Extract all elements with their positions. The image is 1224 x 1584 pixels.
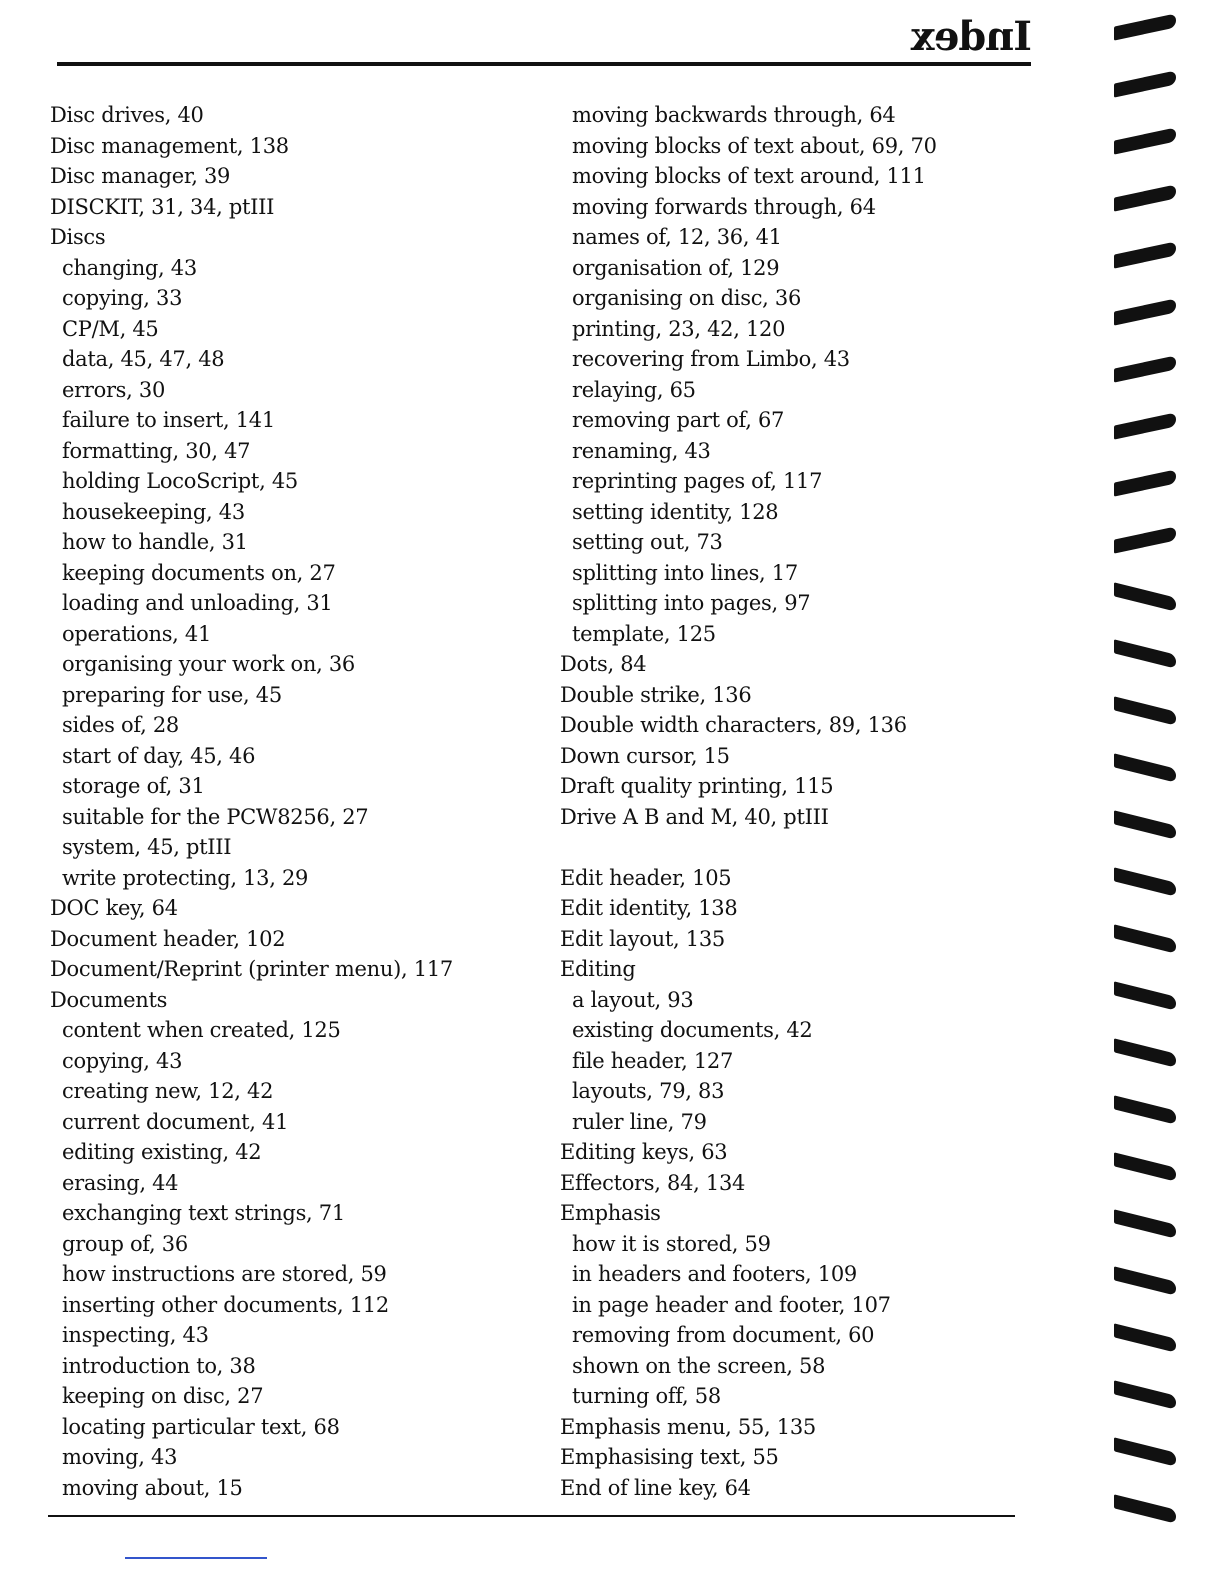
index-subentry: renaming, 43	[572, 438, 711, 463]
index-entry: Edit header, 105	[560, 865, 732, 890]
index-entry: Document/Reprint (printer menu), 117	[50, 957, 453, 981]
index-subentry: moving forwards through, 64	[572, 194, 876, 219]
index-subentry: changing, 43	[62, 255, 197, 280]
index-entry: Disc drives, 40	[50, 103, 204, 127]
thumb-tab-mark	[1114, 1209, 1176, 1238]
thumb-tab-mark	[1114, 1437, 1176, 1466]
index-subentry: storage of, 31	[62, 774, 205, 798]
index-entry: DOC key, 64	[50, 896, 178, 920]
index-subentry: printing, 23, 42, 120	[572, 316, 786, 341]
thumb-tab-mark	[1114, 1095, 1176, 1124]
thumb-tab-mark	[1114, 810, 1176, 839]
index-subentry: editing existing, 42	[62, 1140, 262, 1164]
thumb-tab-mark	[1114, 1323, 1176, 1352]
thumb-tab-mark	[1114, 13, 1176, 40]
index-subentry: keeping on disc, 27	[62, 1384, 264, 1408]
index-subentry: write protecting, 13, 29	[62, 865, 309, 890]
thumb-tab-mark	[1114, 469, 1176, 496]
index-subentry: splitting into pages, 97	[572, 591, 811, 615]
index-entry: Documents	[50, 987, 168, 1012]
thumb-tab-mark	[1114, 184, 1176, 211]
thumb-tab-mark	[1114, 70, 1176, 97]
index-subentry: organising your work on, 36	[62, 652, 355, 676]
index-subentry: file header, 127	[572, 1048, 734, 1073]
index-subentry: moving blocks of text about, 69, 70	[572, 133, 937, 158]
thumb-tab-mark	[1114, 127, 1176, 154]
index-subentry: system, 45, ptIII	[62, 835, 232, 859]
index-entry	[560, 832, 1020, 863]
thumb-tab-mark	[1114, 298, 1176, 325]
index-subentry: introduction to, 38	[62, 1353, 256, 1378]
index-entry: Draft quality printing, 115	[560, 774, 834, 798]
thumb-tab-mark	[1114, 924, 1176, 953]
index-subentry: operations, 41	[62, 621, 212, 646]
index-entry: Edit layout, 135	[560, 926, 725, 951]
index-subentry: a layout, 93	[572, 987, 694, 1012]
index-subentry: how to handle, 31	[62, 530, 248, 554]
index-subentry: data, 45, 47, 48	[62, 347, 225, 371]
index-subentry: preparing for use, 45	[62, 682, 282, 707]
index-subentry: inserting other documents, 112	[62, 1292, 389, 1317]
thumb-tab-mark	[1114, 1266, 1176, 1295]
thumb-tab-mark	[1114, 639, 1176, 668]
index-subentry: names of, 12, 36, 41	[572, 225, 782, 249]
index-subentry: errors, 30	[62, 377, 166, 402]
index-subentry: current document, 41	[62, 1109, 289, 1134]
footer-link-line	[125, 1557, 267, 1559]
index-subentry: how instructions are stored, 59	[62, 1262, 387, 1286]
index-entry: Emphasis	[560, 1201, 661, 1225]
index-entry: Emphasis menu, 55, 135	[560, 1414, 816, 1439]
page-header-title: Index	[911, 13, 1032, 60]
header-rule	[57, 62, 1031, 66]
index-subentry: start of day, 45, 46	[62, 743, 256, 768]
index-subentry: in page header and footer, 107	[572, 1292, 891, 1317]
index-subentry: splitting into lines, 17	[572, 560, 798, 585]
thumb-tab-mark	[1114, 241, 1176, 268]
index-subentry: loading and unloading, 31	[62, 591, 333, 615]
index-subentry: reprinting pages of, 117	[572, 469, 823, 493]
index-entry: Document header, 102	[50, 926, 286, 951]
index-entry: Disc management, 138	[50, 133, 289, 158]
index-subentry: relaying, 65	[572, 377, 696, 402]
index-subentry: organisation of, 129	[572, 255, 780, 280]
thumb-tab-mark	[1114, 1152, 1176, 1181]
thumb-tab-mark	[1114, 526, 1176, 553]
index-subentry: organising on disc, 36	[572, 286, 802, 310]
thumb-tab-mark	[1114, 753, 1176, 782]
index-subentry: locating particular text, 68	[62, 1414, 340, 1439]
index-subentry: removing from document, 60	[572, 1323, 875, 1347]
index-subentry: content when created, 125	[62, 1018, 341, 1042]
thumb-tab-mark	[1114, 696, 1176, 725]
thumb-index-tabs	[1100, 0, 1224, 1584]
index-subentry: ruler line, 79	[572, 1109, 707, 1134]
index-entry: Editing	[560, 957, 636, 981]
thumb-tab-mark	[1114, 867, 1176, 896]
index-subentry: copying, 43	[62, 1048, 183, 1073]
index-subentry: recovering from Limbo, 43	[572, 347, 850, 371]
index-subentry: in headers and footers, 109	[572, 1262, 857, 1286]
index-subentry: moving blocks of text around, 111	[572, 164, 926, 188]
index-subentry: housekeeping, 43	[62, 499, 245, 524]
index-subentry: formatting, 30, 47	[62, 438, 251, 463]
index-subentry: CP/M, 45	[62, 316, 159, 341]
index-entry: Edit identity, 138	[560, 896, 738, 920]
index-entry: End of line key, 64	[560, 1475, 751, 1500]
index-subentry: turning off, 58	[572, 1384, 721, 1408]
thumb-tab-mark	[1114, 355, 1176, 382]
index-subentry: existing documents, 42	[572, 1018, 813, 1042]
index-entry: DISCKIT, 31, 34, ptIII	[50, 194, 275, 219]
index-subentry: erasing, 44	[62, 1170, 179, 1195]
index-subentry: suitable for the PCW8256, 27	[62, 804, 369, 829]
index-subentry: copying, 33	[62, 286, 183, 310]
index-column-left	[50, 100, 520, 1503]
index-subentry: group of, 36	[62, 1231, 188, 1256]
index-subentry: moving about, 15	[62, 1475, 243, 1500]
index-subentry: creating new, 12, 42	[62, 1079, 274, 1103]
footer-rule	[48, 1515, 1015, 1517]
index-subentry: removing part of, 67	[572, 408, 785, 432]
index-subentry: sides of, 28	[62, 713, 179, 737]
index-subentry: keeping documents on, 27	[62, 560, 336, 585]
index-subentry: shown on the screen, 58	[572, 1353, 826, 1378]
index-column-right	[560, 100, 1020, 1503]
index-subentry: failure to insert, 141	[62, 408, 275, 432]
thumb-tab-mark	[1114, 1380, 1176, 1409]
index-subentry: setting identity, 128	[572, 499, 779, 524]
index-entry: Down cursor, 15	[560, 743, 730, 768]
index-subentry: moving backwards through, 64	[572, 103, 896, 127]
index-entry: Drive A B and M, 40, ptIII	[560, 804, 829, 829]
thumb-tab-mark	[1114, 1038, 1176, 1067]
index-entry: Emphasising text, 55	[560, 1445, 779, 1469]
index-subentry: template, 125	[572, 621, 716, 646]
index-entry: Dots, 84	[560, 652, 647, 676]
thumb-tab-mark	[1114, 582, 1176, 611]
index-entry: Disc manager, 39	[50, 164, 231, 188]
index-subentry: setting out, 73	[572, 530, 723, 554]
thumb-tab-mark	[1114, 1494, 1176, 1523]
index-subentry: layouts, 79, 83	[572, 1079, 725, 1103]
thumb-tab-mark	[1114, 412, 1176, 439]
index-subentry: moving, 43	[62, 1445, 178, 1469]
index-entry: Effectors, 84, 134	[560, 1170, 746, 1195]
index-subentry: exchanging text strings, 71	[62, 1201, 345, 1225]
index-entry: Double width characters, 89, 136	[560, 713, 907, 737]
index-subentry: how it is stored, 59	[572, 1231, 771, 1256]
index-entry: Editing keys, 63	[560, 1140, 728, 1164]
index-entry: Double strike, 136	[560, 682, 752, 707]
index-entry: Discs	[50, 225, 106, 249]
index-subentry: inspecting, 43	[62, 1323, 209, 1347]
index-subentry: holding LocoScript, 45	[62, 469, 298, 493]
thumb-tab-mark	[1114, 981, 1176, 1010]
